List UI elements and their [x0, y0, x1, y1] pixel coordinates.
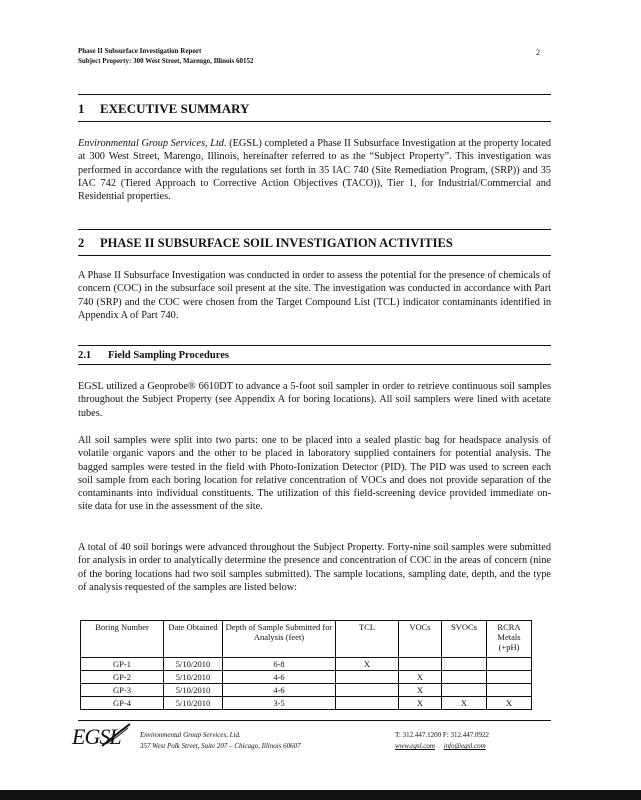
col-boring-number: Boring Number — [81, 621, 164, 658]
footer-phone: T: 312.447.1200 F: 312.447.0922 — [395, 731, 489, 739]
cell-svocs: X — [442, 697, 487, 710]
cell-svocs — [442, 671, 487, 684]
logo-swoosh-icon — [100, 722, 132, 748]
cell-date: 5/10/2010 — [164, 671, 223, 684]
scan-bottom-edge — [0, 790, 641, 800]
footer-website-link[interactable]: www.egsl.com — [395, 742, 435, 750]
cell-svocs — [442, 684, 487, 697]
section-2-body: A Phase II Subsurface Investigation was conducted in order to assess the potential for the presence of chemicals of concern (COC) in the subsurface soil present at the site. The investigation was conducted in accordance with Part 740 (SRP) and the COC were chosen from the Target Compound List (TCL) indicator contaminants identified in Appendix A of Part 740. — [78, 270, 551, 321]
cell-tcl — [336, 684, 399, 697]
field-sampling-para-1: EGSL utilized a Geoprobe® 6610DT to advance a 5-foot soil sampler in order to retrieve continuous soil samples throughout the Subject Property (see Appendix A for boring locations). All soil samplers were lined with acetate tubes. — [78, 381, 551, 419]
footer-divider — [78, 720, 551, 721]
section-2-heading — [78, 229, 551, 256]
cell-boring: GP-3 — [81, 684, 164, 697]
col-tcl: TCL — [336, 621, 399, 658]
cell-depth: 6-8 — [223, 658, 336, 671]
cell-boring: GP-2 — [81, 671, 164, 684]
table-row — [81, 684, 532, 697]
cell-svocs — [442, 658, 487, 671]
cell-vocs: X — [399, 697, 442, 710]
section-2-title: PHASE II SUBSURFACE SOIL INVESTIGATION ACTIVITIES — [100, 236, 453, 250]
sample-table — [80, 620, 532, 710]
table-header-row — [81, 621, 532, 658]
section-1-number: 1 — [78, 101, 85, 116]
table-row — [81, 658, 532, 671]
footer-email-link[interactable]: info@egsl.com — [443, 742, 486, 750]
footer-links — [395, 741, 489, 752]
col-depth: Depth of Sample Submitted for Analysis (feet) — [223, 621, 336, 658]
footer-contact-block — [395, 730, 489, 752]
col-vocs: VOCs — [399, 621, 442, 658]
field-sampling-para-2: All soil samples were split into two parts: one to be placed into a sealed plastic bag for headspace analysis of volatile organic vapors and the other to be placed in laboratory supplied containers for potential analysis. The bagged samples were tested in the field with Photo-Ionization Detector (PID). The PID was used to screen each soil sample from each boring location for relative concentration of VOCs and does not provide separation of the contaminants into individual constituents. The utilization of this field-screening device provided immediate on-site data for use in the assessment of the site. — [78, 435, 551, 513]
cell-depth: 4-6 — [223, 684, 336, 697]
cell-rcra — [487, 658, 532, 671]
header-title: Phase II Subsurface Investigation Report — [78, 47, 202, 55]
table-row — [81, 697, 532, 710]
cell-vocs — [399, 658, 442, 671]
section-1-text: (EGSL) completed a Phase II Subsurface Investigation at the property located at 300 West Street, Marengo, Illinois, hereinafter referred to as the “Subject Property”. This investigation was performed in accordance with the regulations set forth in 35 IAC 740 (Site Remediation Program, (SRP)) and 35 IAC 742 (Tiered Approach to Corrective Action Objectives (TACO)), Tier 1, for Industrial/Commercial and Residential properties. — [78, 138, 551, 203]
cell-date: 5/10/2010 — [164, 697, 223, 710]
col-date-obtained: Date Obtained — [164, 621, 223, 658]
page-number: 2 — [536, 48, 540, 57]
footer-address: 357 West Polk Street, Suite 207 – Chicago, Illinois 60607 — [140, 742, 301, 750]
section-2-number: 2 — [78, 236, 85, 250]
section-2-1-heading — [78, 345, 551, 365]
company-logo: EGSL — [72, 724, 121, 749]
col-svocs: SVOCs — [442, 621, 487, 658]
cell-rcra — [487, 684, 532, 697]
company-name-italic: Environmental Group Services, Ltd. — [78, 138, 227, 149]
cell-date: 5/10/2010 — [164, 684, 223, 697]
cell-tcl — [336, 671, 399, 684]
cell-date: 5/10/2010 — [164, 658, 223, 671]
cell-boring: GP-1 — [81, 658, 164, 671]
col-rcra-metals: RCRA Metals (+pH) — [487, 621, 532, 658]
running-header — [78, 46, 253, 66]
field-sampling-para-3: A total of 40 soil borings were advanced throughout the Subject Property. Forty-nine soil samples were submitted for analysis in order to analytically determine the presence and concentration of COC in the areas of concern (nine of the boring locations had two soil samples submitted). The sample locations, sampling date, depth, and the type of analysis requested of the samples are listed below: — [78, 542, 551, 593]
cell-tcl — [336, 697, 399, 710]
section-1-body — [78, 137, 551, 203]
section-1-heading — [78, 94, 551, 122]
cell-rcra: X — [487, 697, 532, 710]
footer-address-block — [140, 730, 301, 752]
section-2-1-number: 2.1 — [78, 350, 92, 361]
cell-vocs: X — [399, 671, 442, 684]
section-2-1-title: Field Sampling Procedures — [108, 350, 229, 361]
header-subject: Subject Property: 300 West Street, Marengo, Illinois 60152 — [78, 57, 254, 65]
cell-boring: GP-4 — [81, 697, 164, 710]
table-row — [81, 671, 532, 684]
cell-depth: 4-6 — [223, 671, 336, 684]
cell-depth: 3-5 — [223, 697, 336, 710]
cell-tcl: X — [336, 658, 399, 671]
section-1-title: EXECUTIVE SUMMARY — [100, 101, 250, 116]
cell-rcra — [487, 671, 532, 684]
cell-vocs: X — [399, 684, 442, 697]
footer-company: Environmental Group Services, Ltd. — [140, 731, 241, 739]
